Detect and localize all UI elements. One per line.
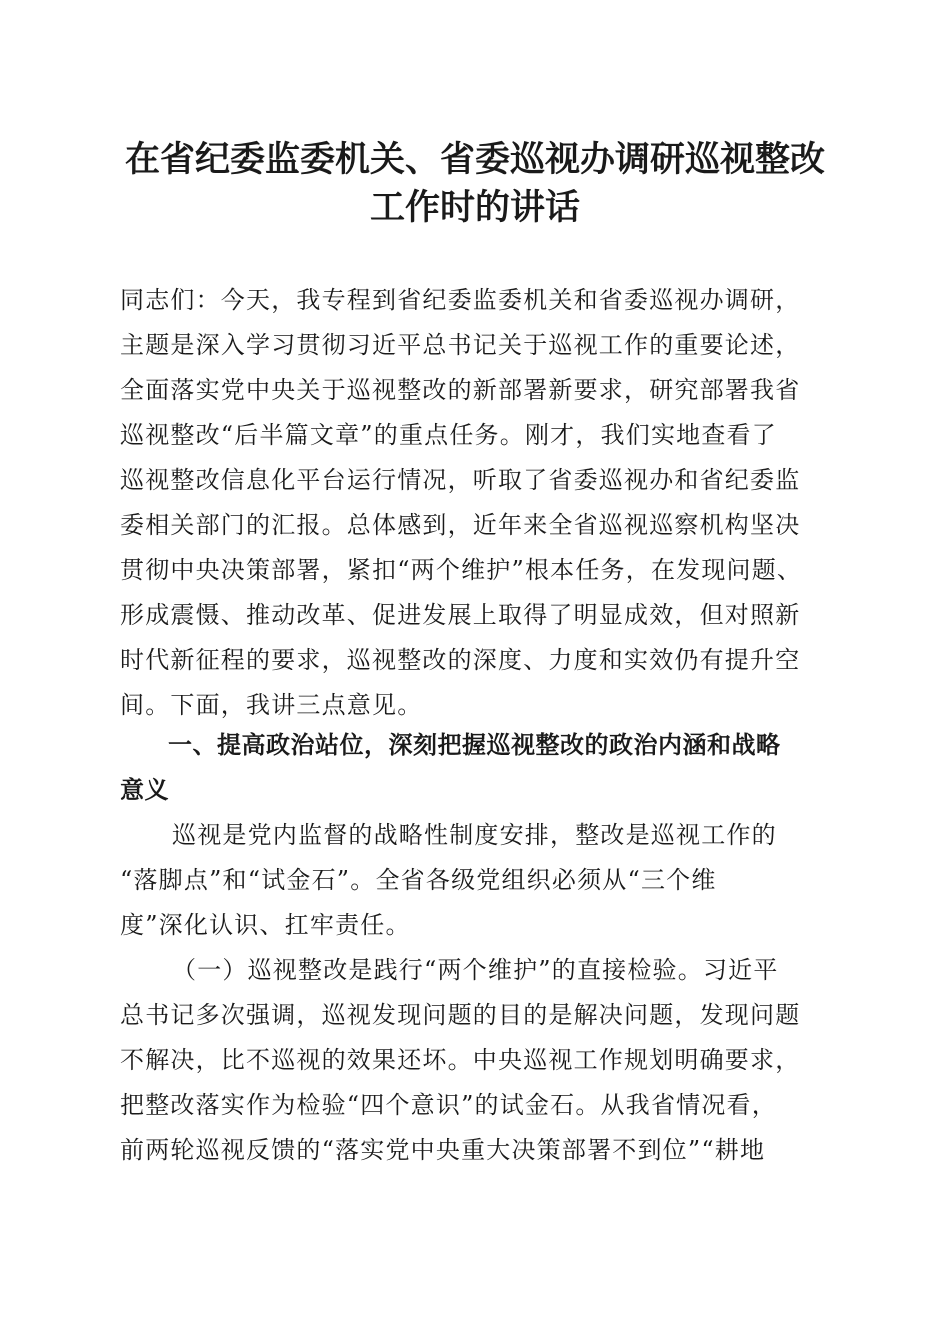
- paragraph-line: 总书记多次强调，巡视发现问题的目的是解决问题，发现问题: [120, 1001, 801, 1029]
- paragraph-line: （一）巡视整改是践行“两个维护”的直接检验。习近平: [172, 956, 779, 984]
- paragraph-line: 委相关部门的汇报。总体感到，近年来全省巡视巡察机构坚决: [120, 511, 801, 539]
- paragraph-line: 巡视整改“后半篇文章”的重点任务。刚才，我们实地查看了: [120, 421, 777, 449]
- subsection-1-paragraph: [120, 948, 840, 1173]
- heading-line: 一、提高政治站位，深刻把握巡视整改的政治内涵和战略: [168, 731, 781, 759]
- paragraph-line: 间。下面，我讲三点意见。: [120, 691, 423, 719]
- paragraph-line: 前两轮巡视反馈的“落实党中央重大决策部署不到位”“耕地: [120, 1136, 766, 1164]
- paragraph-line: 不解决，比不巡视的效果还坏。中央巡视工作规划明确要求，: [120, 1046, 801, 1074]
- document-title-line-1: 在省纪委监委机关、省委巡视办调研巡视整改: [124, 139, 825, 180]
- paragraph-line: 形成震慑、推动改革、促进发展上取得了明显成效，但对照新: [120, 601, 801, 629]
- paragraph-line: 同志们：今天，我专程到省纪委监委机关和省委巡视办调研，: [120, 286, 801, 314]
- opening-paragraph: [120, 278, 840, 728]
- paragraph-line: 把整改落实作为检验“四个意识”的试金石。从我省情况看，: [120, 1091, 777, 1119]
- paragraph-line: 巡视是党内监督的战略性制度安排，整改是巡视工作的: [172, 821, 777, 849]
- paragraph-line: 度”深化认识、扛牢责任。: [120, 911, 411, 939]
- section-heading-1: [120, 723, 840, 813]
- paragraph-line: 全面落实党中央关于巡视整改的新部署新要求，研究部署我省: [120, 376, 801, 404]
- document-title-line-2: 工作时的讲话: [369, 187, 580, 228]
- heading-line: 意义: [120, 776, 169, 804]
- paragraph-line: 时代新征程的要求，巡视整改的深度、力度和实效仍有提升空: [120, 646, 801, 674]
- section-1-intro-paragraph: [120, 813, 840, 948]
- paragraph-line: 主题是深入学习贯彻习近平总书记关于巡视工作的重要论述，: [120, 331, 801, 359]
- paragraph-line: 贯彻中央决策部署，紧扣“两个维护”根本任务，在发现问题、: [120, 556, 803, 584]
- paragraph-line: “落脚点”和“试金石”。全省各级党组织必须从“三个维: [120, 866, 717, 894]
- paragraph-line: 巡视整改信息化平台运行情况，听取了省委巡视办和省纪委监: [120, 466, 801, 494]
